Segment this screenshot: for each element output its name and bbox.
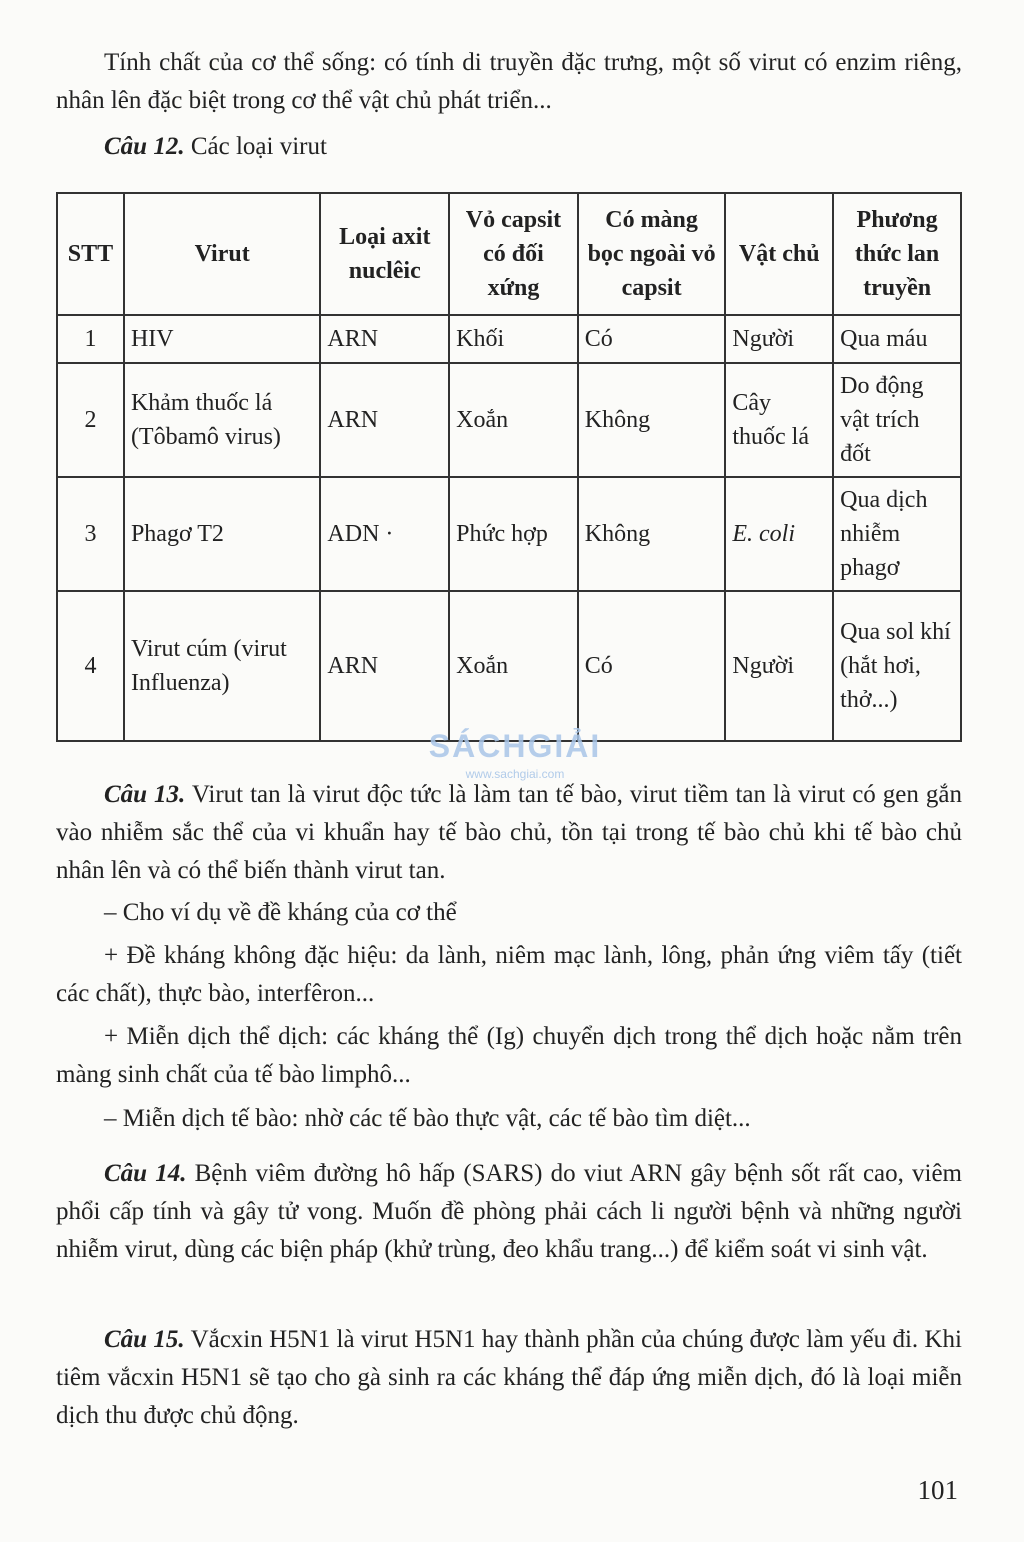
q13-bullet-3: + Miễn dịch thể dịch: các kháng thể (Ig) chuyển dịch trong thể dịch hoặc nằm trên màng sinh chất của tế bào limphô... xyxy=(56,1023,962,1088)
q13-bullet-4: – Miễn dịch tế bào: nhờ các tế bào thực vật, các tế bào tìm diệt... xyxy=(104,1105,751,1132)
cell-virus: Virut cúm (virut Influenza) xyxy=(124,591,320,741)
cell-stt: 2 xyxy=(57,363,124,477)
header-capsid-symmetry: Vỏ capsit có đối xứng xyxy=(449,193,578,315)
cell-nucleic-acid: ARN xyxy=(320,315,449,363)
question-13-label: Câu 13. xyxy=(104,781,186,808)
cell-stt: 4 xyxy=(57,591,124,741)
header-stt: STT xyxy=(57,193,124,315)
page-number: 101 xyxy=(917,1475,958,1505)
cell-transmission: Qua dịch nhiễm phagơ xyxy=(833,477,961,591)
cell-transmission: Qua máu xyxy=(833,315,961,363)
cell-stt: 1 xyxy=(57,315,124,363)
cell-nucleic-acid: ARN xyxy=(320,591,449,741)
cell-host: Cây thuốc lá xyxy=(725,363,833,477)
cell-host: Người xyxy=(725,315,833,363)
question-14-text: Bệnh viêm đường hô hấp (SARS) do viut ARN gây bệnh sốt rất cao, viêm phổi cấp tính và gây tử vong. Muốn đề phòng phải cách li người bệnh và những người nhiễm virut, dùng các biện pháp (khử trùng, đeo khẩu trang...) để kiểm soát vi sinh vật. xyxy=(56,1160,962,1263)
header-nucleic-acid: Loại axit nuclêic xyxy=(320,193,449,315)
cell-host: E. coli xyxy=(725,477,833,591)
cell-transmission: Do động vật trích đốt xyxy=(833,363,961,477)
question-15-text: Vắcxin H5N1 là virut H5N1 hay thành phần của chúng được làm yếu đi. Khi tiêm vắcxin H5N1 sẽ tạo cho gà sinh ra các kháng thể đáp ứng miễn dịch, đó là loại miễn dịch thu được chủ động. xyxy=(56,1326,962,1429)
header-host: Vật chủ xyxy=(725,193,833,315)
cell-capsid: Phức hợp xyxy=(449,477,578,591)
cell-host: Người xyxy=(725,591,833,741)
question-12-title: Các loại virut xyxy=(190,133,327,160)
question-15-label: Câu 15. xyxy=(104,1326,185,1353)
cell-virus: HIV xyxy=(124,315,320,363)
cell-transmission: Qua sol khí (hắt hơi, thở...) xyxy=(833,591,961,741)
cell-stt: 3 xyxy=(57,477,124,591)
cell-virus: Phagơ T2 xyxy=(124,477,320,591)
question-15-paragraph xyxy=(56,1321,962,1435)
cell-envelope: Có xyxy=(578,315,726,363)
table-row xyxy=(57,591,961,741)
header-transmission: Phương thức lan truyền xyxy=(833,193,961,315)
question-14-label: Câu 14. xyxy=(104,1160,187,1187)
cell-capsid: Xoắn xyxy=(449,363,578,477)
cell-envelope: Có xyxy=(578,591,726,741)
cell-envelope: Không xyxy=(578,477,726,591)
cell-nucleic-acid: ARN xyxy=(320,363,449,477)
cell-capsid: Khối xyxy=(449,315,578,363)
header-envelope: Có màng bọc ngoài vỏ capsit xyxy=(578,193,726,315)
table-header-row xyxy=(57,193,961,315)
cell-capsid: Xoắn xyxy=(449,591,578,741)
table-row xyxy=(57,477,961,591)
table-row xyxy=(57,363,961,477)
cell-nucleic-acid: ADN · xyxy=(320,477,449,591)
intro-paragraph: Tính chất của cơ thể sống: có tính di truyền đặc trưng, một số virut có enzim riêng, nhân lên đặc biệt trong cơ thể vật chủ phát triển... xyxy=(56,49,962,114)
q13-bullet-2: + Đề kháng không đặc hiệu: da lành, niêm mạc lành, lông, phản ứng viêm tấy (tiết các chất), thực bào, interfêron... xyxy=(56,942,962,1007)
question-13-text: Virut tan là virut độc tức là làm tan tế bào, virut tiềm tan là virut có gen gắn vào nhiễm sắc thể của vi khuẩn hay tế bào chủ, tồn tại trong tế bào chủ khi tế bào chủ nhân lên và có thể biến thành virut tan. xyxy=(56,781,962,884)
question-14-paragraph xyxy=(56,1155,962,1269)
table-row xyxy=(57,315,961,363)
q13-bullet-1: – Cho ví dụ về đề kháng của cơ thể xyxy=(104,899,457,926)
cell-virus: Khảm thuốc lá (Tôbamô virus) xyxy=(124,363,320,477)
header-virus: Virut xyxy=(124,193,320,315)
question-12-label: Câu 12. xyxy=(104,133,185,160)
watermark-text: SÁCHGIẢI xyxy=(428,728,602,764)
question-13-paragraph xyxy=(56,776,962,890)
question-12-heading xyxy=(104,128,327,166)
virus-types-table xyxy=(56,192,962,742)
watermark-url: www.sachgiai.com xyxy=(465,767,565,781)
cell-envelope: Không xyxy=(578,363,726,477)
